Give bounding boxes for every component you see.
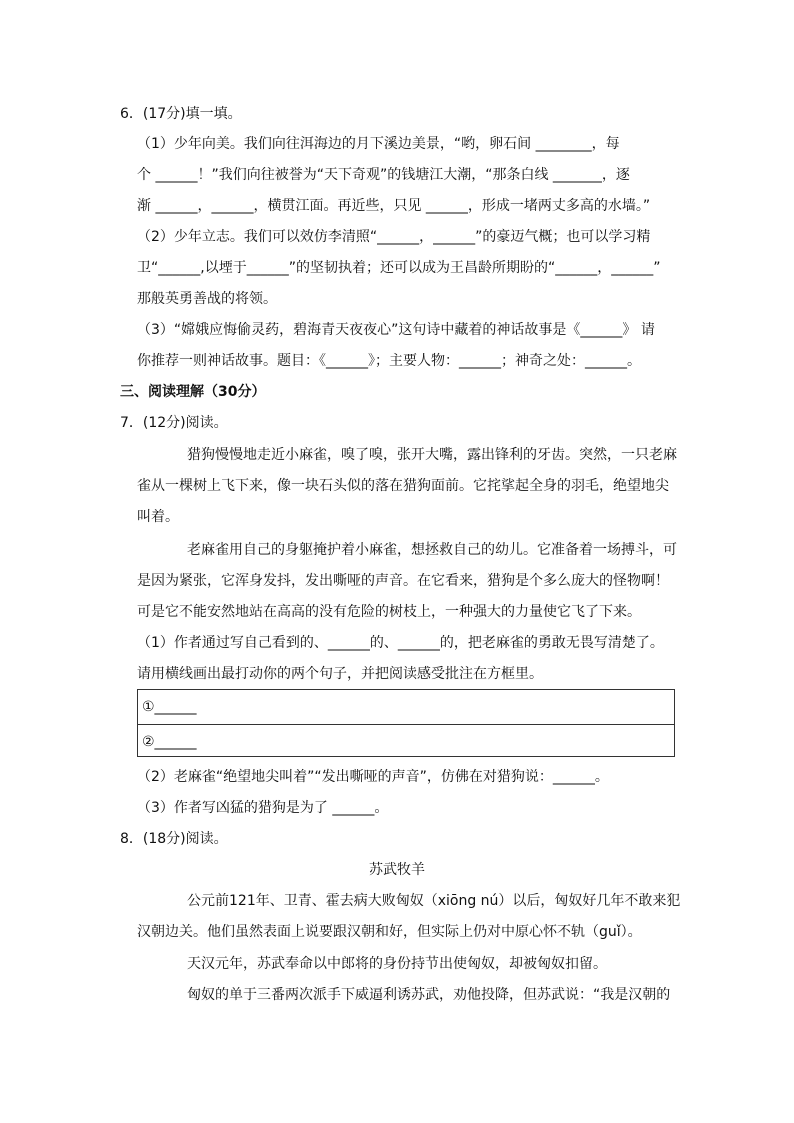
q6-p3-line2: 你推荐一则神话故事。题目：《______》；主要人物：______；神奇之处：______。 [137, 353, 641, 369]
q7-passage-line2: 雀从一棵树上飞下来，像一块石头似的落在猎狗面前。它挓挲起全身的羽毛，绝望地尖 [137, 478, 669, 494]
annotation-row-1[interactable]: ①______ [142, 699, 197, 715]
q7-sub1-line1: （1）作者通过写自己看到的、______的、______的，把老麻雀的勇敢无畏写清楚了。 [137, 635, 664, 651]
q6-p2-line3: 那般英勇善战的将领。 [137, 291, 277, 307]
q7-passage-line6: 可是它不能安然地站在高高的没有危险的树枝上，一种强大的力量使它飞了下来。 [137, 604, 641, 620]
q7-heading: 7．(12分)阅读。 [120, 415, 228, 431]
q7-sub3: （3）作者写凶猛的猎狗是为了 ______。 [137, 800, 389, 816]
q7-passage-line3: 叫着。 [137, 509, 179, 525]
q6-p1-line1: （1）少年向美。我们向往洱海边的月下溪边美景，“哟，卵石间 ________，每 [137, 136, 620, 152]
q6-p1-line2: 个 ______！”我们向往被誉为“天下奇观”的钱塘江大潮，“那条白线 _______，逐 [137, 167, 630, 183]
q6-p2-line2: 卫“______,以堙于______”的坚韧执着；还可以成为王昌龄所期盼的“______，______” [137, 260, 661, 276]
q8-passage-title: 苏武牧羊 [369, 862, 425, 878]
q7-passage-line4: 老麻雀用自己的身躯掩护着小麻雀，想拯救自己的幼儿。它准备着一场搏斗，可 [187, 542, 677, 558]
q7-sub1-line2: 请用横线画出最打动你的两个句子，并把阅读感受批注在方框里。 [137, 666, 543, 682]
q7-passage-line5: 是因为紧张，它浑身发抖，发出嘶哑的声音。在它看来，猎狗是个多么庞大的怪物啊！ [137, 573, 669, 589]
q8-passage-line2: 汉朝边关。他们虽然表面上说要跟汉朝和好，但实际上仍对中原心怀不轨（guǐ）。 [137, 924, 642, 940]
q8-passage-line4: 匈奴的单于三番两次派手下威逼利诱苏武，劝他投降，但苏武说：“我是汉朝的 [187, 987, 671, 1003]
q6-heading: 6．(17分)填一填。 [120, 106, 242, 122]
q8-passage-line1: 公元前121年、卫青、霍去病大败匈奴（xiōng nú）以后，匈奴好几年不敢来犯 [187, 893, 681, 909]
q7-passage-line1: 猎狗慢慢地走近小麻雀，嗅了嗅，张开大嘴，露出锋利的牙齿。突然，一只老麻 [187, 447, 677, 463]
q6-p3-line1: （3）“嫦娥应悔偷灵药，碧海青天夜夜心”这句诗中藏着的神话故事是《______》 请 [137, 322, 655, 338]
q8-passage-line3: 天汉元年，苏武奉命以中郎将的身份持节出使匈奴，却被匈奴扣留。 [187, 956, 607, 972]
q7-sub2: （2）老麻雀“绝望地尖叫着”“发出嘶哑的声音”，仿佛在对猎狗说：______。 [137, 769, 609, 785]
section-3-heading: 三、阅读理解（30分） [120, 384, 266, 400]
q8-heading: 8．(18分)阅读。 [120, 831, 228, 847]
annotation-row-2[interactable]: ②______ [138, 724, 674, 758]
q6-p1-line3: 渐 ______，______，横贯江面。再近些，只见 ______，形成一堵两丈多高的水墙。” [137, 198, 651, 214]
annotation-box [137, 689, 675, 757]
q6-p2-line1: （2）少年立志。我们可以效仿李清照“______，______”的豪迈气概；也可以学习精 [137, 229, 651, 245]
